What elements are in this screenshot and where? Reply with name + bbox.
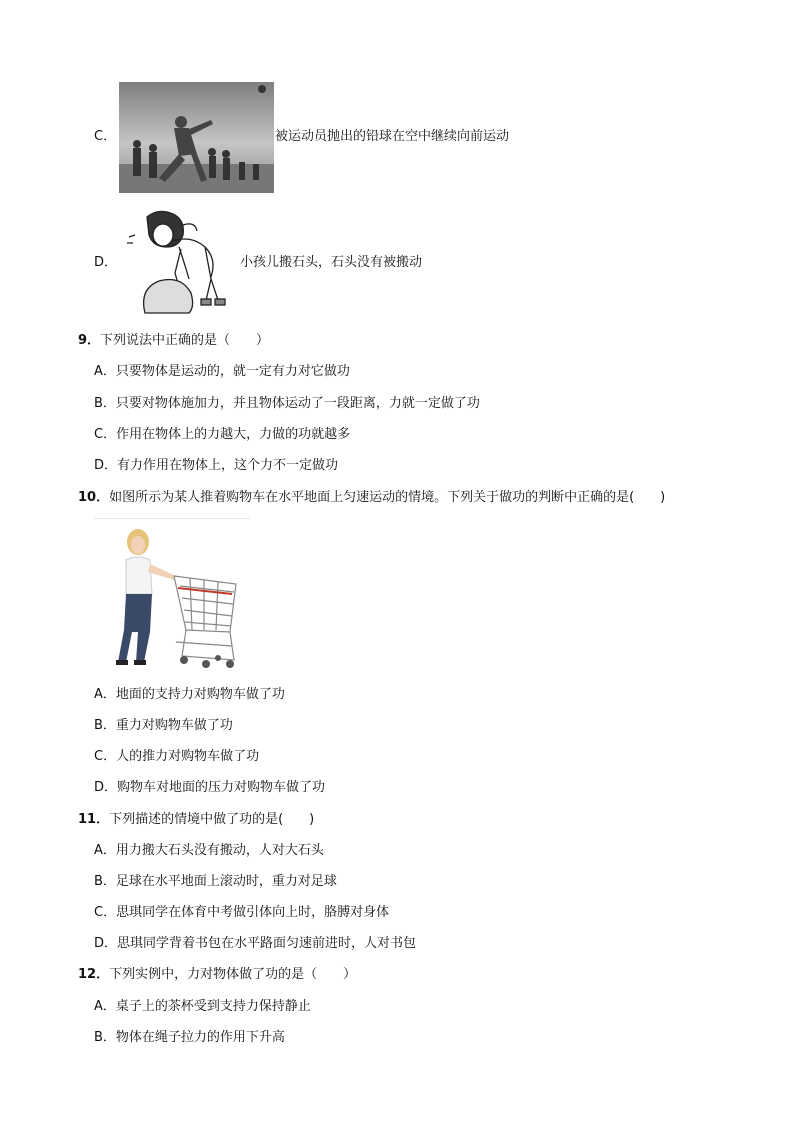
girl-lifting-stone-illustration xyxy=(119,207,233,315)
option-text: 桌子上的茶杯受到支持力保持静止 xyxy=(115,999,311,1014)
option-letter: D． xyxy=(94,936,118,951)
q10-option-b xyxy=(94,717,233,735)
option-text: 作用在物体上的力越大，力做的功就越多 xyxy=(116,427,351,442)
option-text: 物体在绳子拉力的作用下升高 xyxy=(115,1030,285,1045)
option-text: 思琪同学在体育中考做引体向上时，胳膊对身体 xyxy=(116,905,390,920)
shot-put-photo xyxy=(119,82,274,193)
question-number: 11． xyxy=(78,812,110,827)
q9-option-a xyxy=(94,363,350,381)
q11-option-d xyxy=(94,935,416,953)
option-letter: D． xyxy=(94,255,118,270)
option-text: 思琪同学背着书包在水平路面匀速前进时，人对书包 xyxy=(117,936,417,951)
option-letter: D． xyxy=(94,780,118,795)
q12-option-a xyxy=(94,998,311,1016)
option-letter: B． xyxy=(94,1030,116,1045)
q11-option-c xyxy=(94,904,389,922)
q8-option-c xyxy=(94,128,116,146)
q9-stem xyxy=(78,332,269,350)
option-text: 重力对购物车做了功 xyxy=(115,718,233,733)
option-text: 人的推力对购物车做了功 xyxy=(116,749,260,764)
option-text: 用力搬大石头没有搬动，人对大石头 xyxy=(115,843,324,858)
question-stem: 下列实例中，力对物体做了功的是（ ） xyxy=(109,967,357,982)
option-text: 只要对物体施加力，并且物体运动了一段距离，力就一定做了功 xyxy=(115,396,480,411)
question-stem: 下列描述的情境中做了功的是( ) xyxy=(109,812,315,827)
q12-stem xyxy=(78,966,356,984)
option-letter: D． xyxy=(94,458,118,473)
option-letter: B． xyxy=(94,718,116,733)
q12-option-b xyxy=(94,1029,285,1047)
option-letter: C． xyxy=(94,749,117,764)
option-text: 地面的支持力对购物车做了功 xyxy=(115,687,285,702)
option-letter: A． xyxy=(94,999,116,1014)
option-text: 购物车对地面的压力对购物车做了功 xyxy=(117,780,326,795)
option-letter: C． xyxy=(94,905,117,920)
q8-option-c-text: 被运动员抛出的铅球在空中继续向前运动 xyxy=(275,129,510,144)
q10-image-rule xyxy=(94,518,250,519)
q11-stem xyxy=(78,811,314,829)
option-text: 有力作用在物体上，这个力不一定做功 xyxy=(117,458,339,473)
q10-option-d xyxy=(94,779,325,797)
option-letter: A． xyxy=(94,364,116,379)
question-stem: 如图所示为某人推着购物车在水平地面上匀速运动的情境。下列关于做功的判断中正确的是( ) xyxy=(109,490,666,505)
q9-option-b xyxy=(94,395,480,413)
option-letter: B． xyxy=(94,874,116,889)
q10-option-a xyxy=(94,686,285,704)
question-number: 10． xyxy=(78,490,110,505)
q9-option-d xyxy=(94,457,338,475)
question-number: 9． xyxy=(78,333,101,348)
question-stem: 下列说法中正确的是（ ） xyxy=(100,333,270,348)
q9-option-c xyxy=(94,426,350,444)
option-letter: A． xyxy=(94,843,116,858)
q11-option-a xyxy=(94,842,324,860)
option-text: 只要物体是运动的，就一定有力对它做功 xyxy=(115,364,350,379)
question-number: 12． xyxy=(78,967,110,982)
option-letter: A． xyxy=(94,687,116,702)
q10-stem xyxy=(78,489,665,507)
option-letter: C． xyxy=(94,427,117,442)
q11-option-b xyxy=(94,873,337,891)
shopping-cart-photo xyxy=(106,522,246,672)
q8-option-d xyxy=(94,254,117,272)
option-text: 足球在水平地面上滚动时，重力对足球 xyxy=(115,874,337,889)
q8-option-d-text: 小孩儿搬石头，石头没有被搬动 xyxy=(240,255,423,270)
q10-option-c xyxy=(94,748,259,766)
option-letter: C． xyxy=(94,129,117,144)
option-letter: B． xyxy=(94,396,116,411)
